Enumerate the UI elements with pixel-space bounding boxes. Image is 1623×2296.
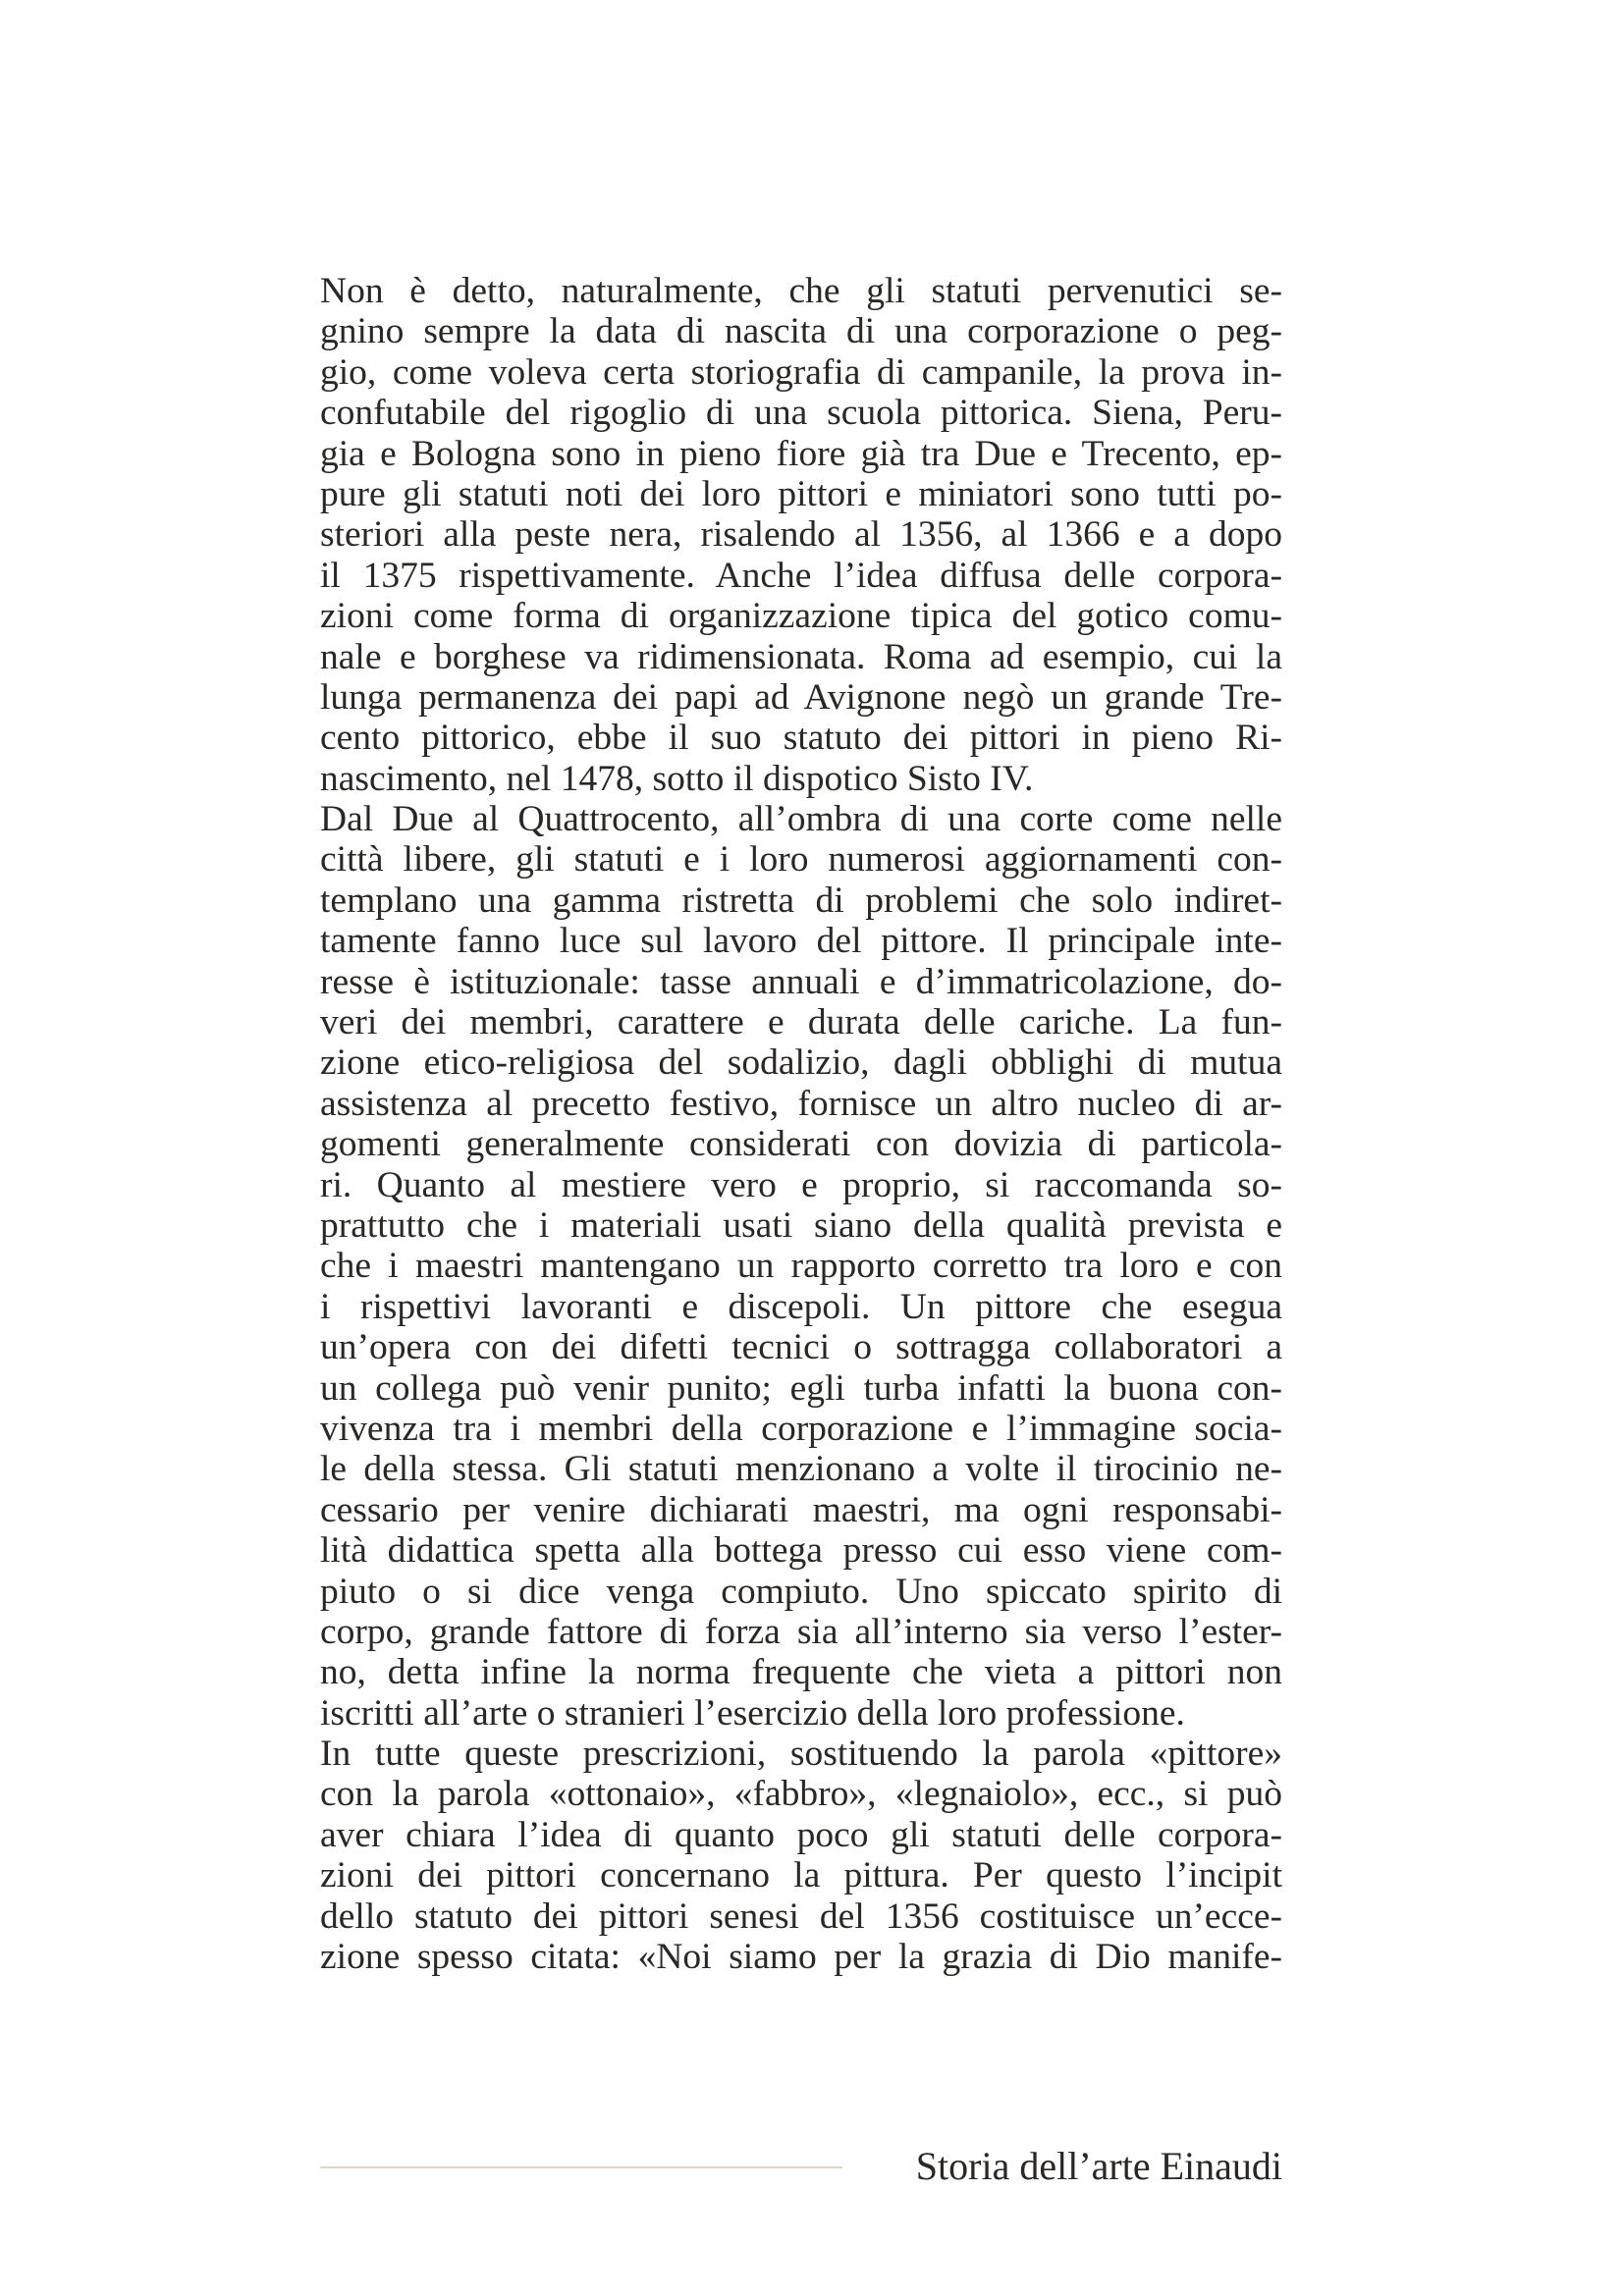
text-line: resse è istituzionale: tasse annuali e d’immatricolazione, do- [320, 961, 1282, 1002]
text-line: assistenza al precetto festivo, fornisce un altro nucleo di ar- [320, 1083, 1282, 1124]
text-line: gio, come voleva certa storiografia di campanile, la prova in- [320, 351, 1282, 393]
text-line: un collega può venir punito; egli turba infatti la buona con- [320, 1367, 1282, 1409]
text-line: dello statuto dei pittori senesi del 1356 costituisce un’ecce- [320, 1896, 1282, 1937]
text-line: lunga permanenza dei papi ad Avignone negò un grande Tre- [320, 676, 1282, 718]
text-line: pure gli statuti noti dei loro pittori e miniatori sono tutti po- [320, 473, 1282, 514]
paragraph-3 [320, 1734, 1282, 1977]
text-line: aver chiara l’idea di quanto poco gli statuti delle corpora- [320, 1814, 1282, 1855]
text-line: cessario per venire dichiarati maestri, ma ogni responsabi- [320, 1489, 1282, 1530]
text-line: Dal Due al Quattrocento, all’ombra di una corte come nelle [320, 799, 1282, 840]
text-line: tamente fanno luce sul lavoro del pittore. Il principale inte- [320, 921, 1282, 962]
footer-publication-title: Storia dell’arte Einaudi [915, 2144, 1282, 2188]
text-line: lità didattica spetta alla bottega presso cui esso viene com- [320, 1530, 1282, 1572]
text-line: Non è detto, naturalmente, che gli statuti pervenutici se- [320, 271, 1282, 311]
text-line: ri. Quanto al mestiere vero e proprio, si raccomanda so- [320, 1164, 1282, 1205]
text-line: zioni dei pittori concernano la pittura. Per questo l’incipit [320, 1855, 1282, 1896]
text-line: che i maestri mantengano un rapporto corretto tra loro e con [320, 1246, 1282, 1287]
text-line: templano una gamma ristretta di problemi che solo indiret- [320, 880, 1282, 921]
text-line: un’opera con dei difetti tecnici o sottragga collaboratori a [320, 1327, 1282, 1368]
text-line: confutabile del rigoglio di una scuola pittorica. Siena, Peru- [320, 393, 1282, 434]
text-line: zione etico-religiosa del sodalizio, dagli obblighi di mutua [320, 1042, 1282, 1084]
text-line: gomenti generalmente considerati con dovizia di particola- [320, 1124, 1282, 1165]
text-line: gnino sempre la data di nascita di una corporazione o peg- [320, 311, 1282, 352]
text-line: no, detta infine la norma frequente che vieta a pittori non [320, 1652, 1282, 1693]
text-line: città libere, gli statuti e i loro numerosi aggiornamenti con- [320, 839, 1282, 881]
text-line: gia e Bologna sono in pieno fiore già tra Due e Trecento, ep- [320, 433, 1282, 474]
text-line: con la parola «ottonaio», «fabbro», «legnaiolo», ecc., si può [320, 1774, 1282, 1815]
text-line: nale e borghese va ridimensionata. Roma ad esempio, cui la [320, 636, 1282, 677]
text-line: piuto o si dice venga compiuto. Uno spiccato spirito di [320, 1571, 1282, 1612]
footer-divider [320, 2166, 842, 2168]
body-text [320, 271, 1282, 1977]
text-line: steriori alla peste nera, risalendo al 1356, al 1366 e a dopo [320, 514, 1282, 556]
text-line: zione spesso citata: «Noi siamo per la grazia di Dio manife- [320, 1937, 1282, 1978]
text-line: iscritti all’arte o stranieri l’esercizio della loro professione. [320, 1692, 1185, 1734]
text-line: vivenza tra i membri della corporazione e l’immagine socia- [320, 1408, 1282, 1449]
text-line: corpo, grande fattore di forza sia all’interno sia verso l’ester- [320, 1611, 1282, 1652]
text-line: zioni come forma di organizzazione tipica del gotico comu- [320, 596, 1282, 637]
text-line: il 1375 rispettivamente. Anche l’idea diffusa delle corpora- [320, 555, 1282, 596]
text-line: In tutte queste prescrizioni, sostituendo la parola «pittore» [320, 1734, 1282, 1775]
text-line: i rispettivi lavoranti e discepoli. Un pittore che esegua [320, 1286, 1282, 1327]
paragraph-1 [320, 271, 1282, 799]
text-line: prattutto che i materiali usati siano della qualità prevista e [320, 1204, 1282, 1246]
text-line: veri dei membri, carattere e durata delle cariche. La fun- [320, 1002, 1282, 1043]
text-line: le della stessa. Gli statuti menzionano a volte il tirocinio ne- [320, 1449, 1282, 1490]
paragraph-2 [320, 799, 1282, 1734]
text-line: nascimento, nel 1478, sotto il dispotico Sisto IV. [320, 758, 1034, 799]
text-line: cento pittorico, ebbe il suo statuto dei pittori in pieno Ri- [320, 718, 1282, 759]
